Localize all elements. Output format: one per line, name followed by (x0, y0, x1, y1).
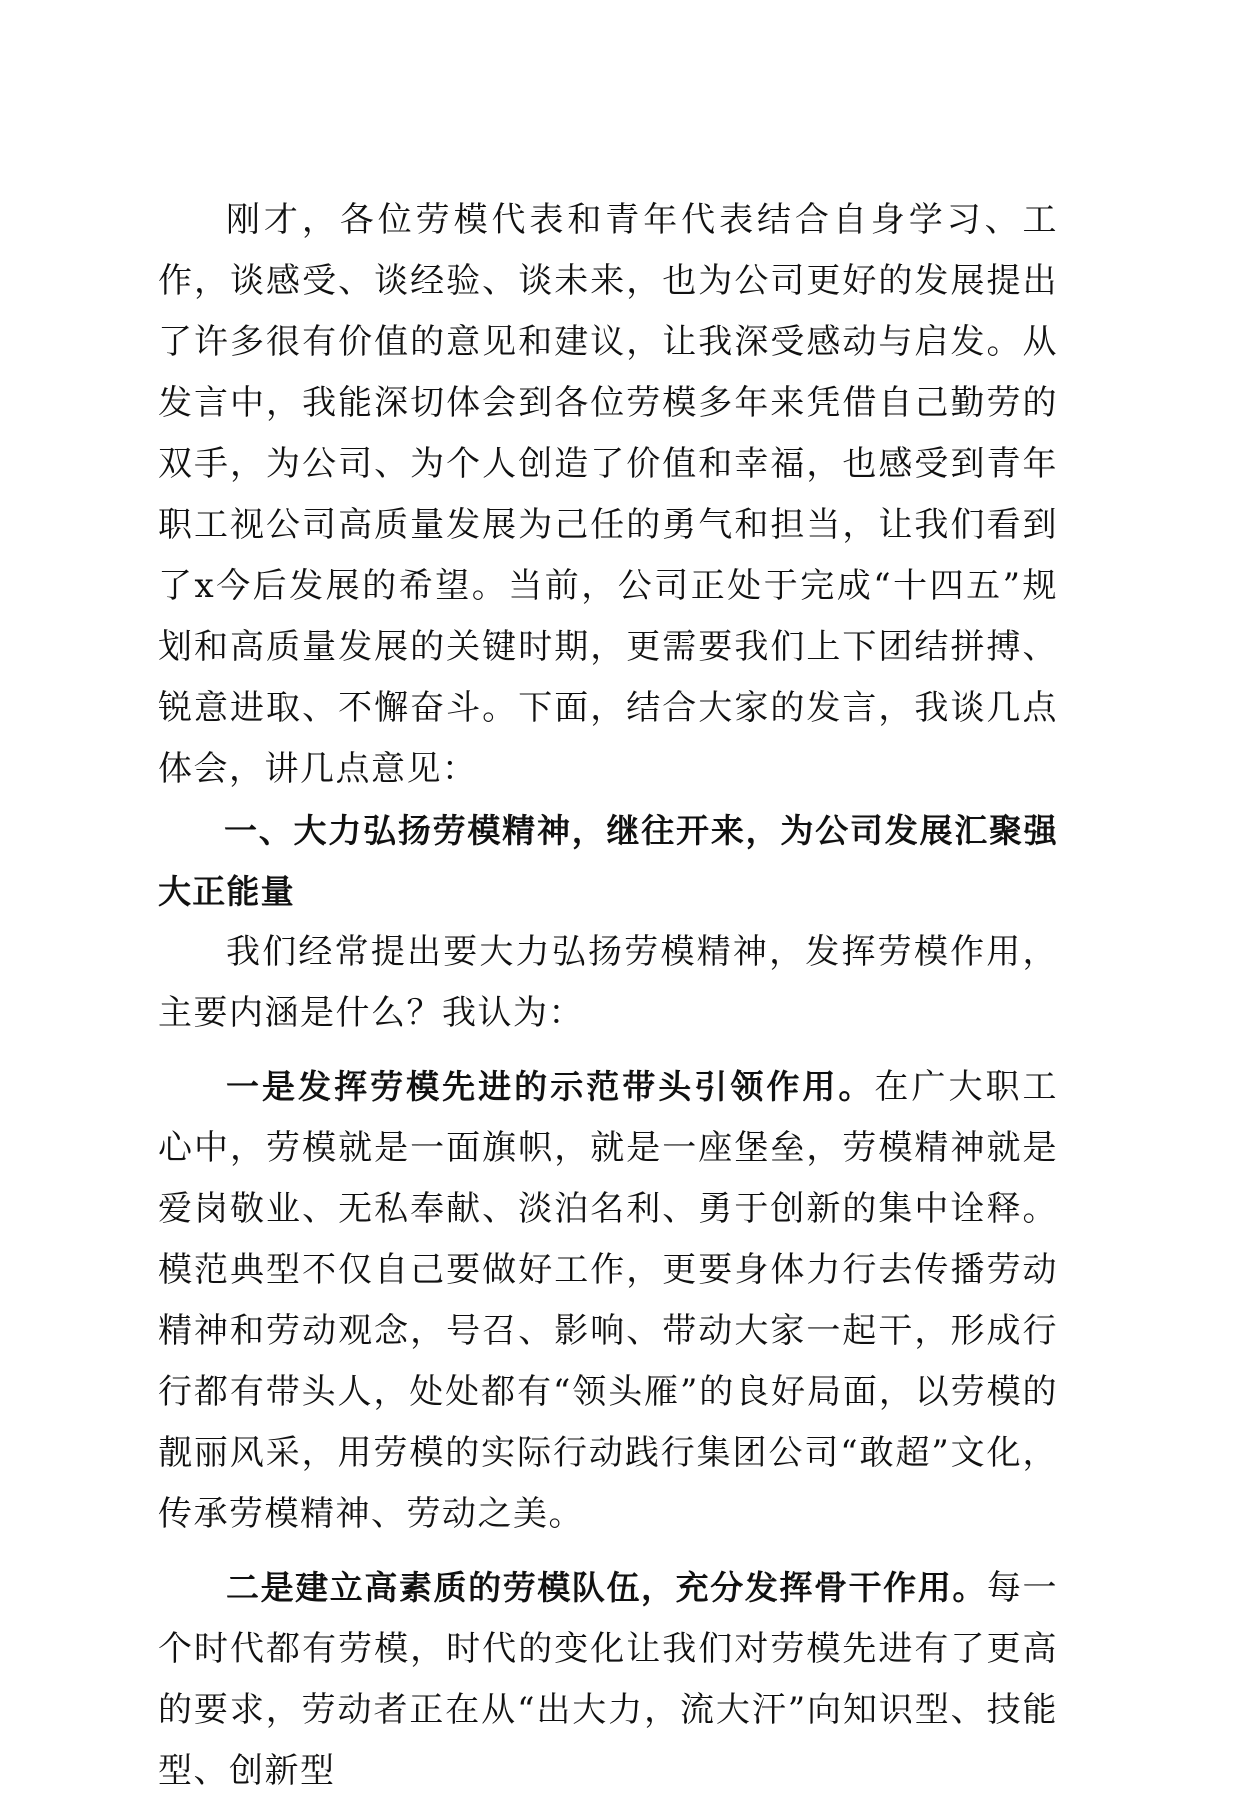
section-heading: 一、大力弘扬劳模精神，继往开来，为公司发展汇聚强大正能量 (158, 811, 1058, 911)
point-one-text: 在广大职工心中，劳模就是一面旗帜，就是一座堡垒，劳模精神就是爱岗敬业、无私奉献、淡泊名利、勇于创新的集中诠释。模范典型不仅自己要做好工作，更要身体力行去传播劳动精神和劳动观念，号召、影响、带动大家一起干，形成行行都有带头人，处处都有“领头雁”的良好局面，以劳模的靓丽风采，用劳模的实际行动践行集团公司“敢超”文化，传承劳模精神、劳动之美。 (158, 1067, 1059, 1534)
point-one-paragraph (158, 1056, 1058, 1545)
intro-paragraph: 刚才，各位劳模代表和青年代表结合自身学习、工作，谈感受、谈经验、谈未来，也为公司更好的发展提出了许多很有价值的意见和建议，让我深受感动与启发。从发言中，我能深切体会到各位劳模多年来凭借自己勤劳的双手，为公司、为个人创造了价值和幸福，也感受到青年职工视公司高质量发展为己任的勇气和担当，让我们看到了x今后发展的希望。当前，公司正处于完成“十四五”规划和高质量发展的关键时期，更需要我们上下团结拼搏、锐意进取、不懈奋斗。下面，结合大家的发言，我谈几点体会，讲几点意见： (158, 200, 1058, 789)
point-two-text: 每一个时代都有劳模，时代的变化让我们对劳模先进有了更高的要求，劳动者正在从“出大力，流大汗”向知识型、技能型、创新型 (158, 1568, 1059, 1791)
point-one-lead: 一是发挥劳模先进的示范带头引领作用。 (226, 1067, 875, 1106)
document-body (158, 190, 1058, 1802)
point-two-paragraph (158, 1557, 1058, 1802)
section-intro-paragraph: 我们经常提出要大力弘扬劳模精神，发挥劳模作用，主要内涵是什么？我认为： (158, 932, 1058, 1033)
point-two-lead: 二是建立高素质的劳模队伍，充分发挥骨干作用。 (226, 1568, 987, 1607)
